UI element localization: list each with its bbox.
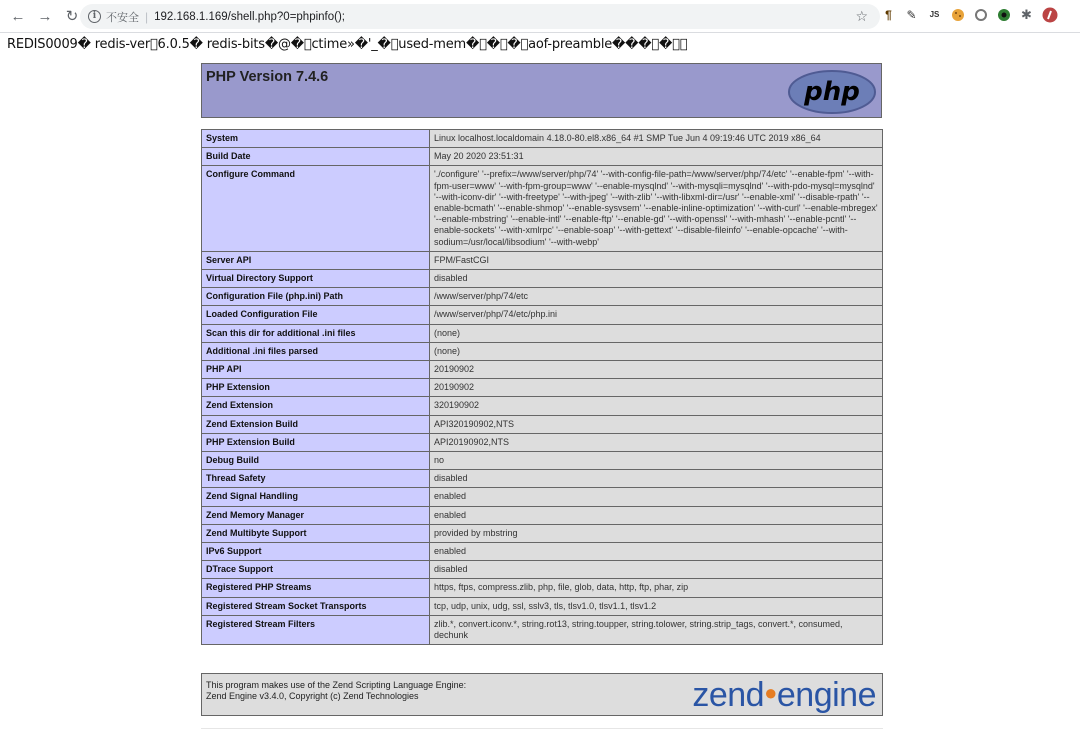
circle-icon[interactable]	[972, 6, 989, 23]
zend-logo-left: zend	[692, 676, 765, 714]
row-key: PHP Extension	[202, 379, 430, 397]
insecure-label: 不安全	[106, 11, 139, 24]
row-value: disabled	[430, 470, 883, 488]
row-value: zlib.*, convert.iconv.*, string.rot13, string.toupper, string.tolower, string.strip_tags, convert.*, consumed, dechunk	[430, 615, 883, 644]
table-row	[202, 166, 883, 251]
table-row	[202, 524, 883, 542]
info-icon[interactable]: i	[88, 10, 101, 23]
separator: |	[145, 9, 149, 24]
row-key: Registered Stream Socket Transports	[202, 597, 430, 615]
row-key: Additional .ini files parsed	[202, 342, 430, 360]
row-value: enabled	[430, 488, 883, 506]
row-value: https, ftps, compress.zlib, php, file, glob, data, http, ftp, phar, zip	[430, 579, 883, 597]
row-key: Loaded Configuration File	[202, 306, 430, 324]
table-row	[202, 251, 883, 269]
url-text[interactable]: 192.168.1.169/shell.php?0=phpinfo();	[154, 10, 345, 23]
table-row	[202, 433, 883, 451]
avatar-icon[interactable]	[1041, 6, 1058, 23]
table-row	[202, 306, 883, 324]
table-row	[202, 397, 883, 415]
row-value: /www/server/php/74/etc/php.ini	[430, 306, 883, 324]
table-row	[202, 130, 883, 148]
row-value: 320190902	[430, 397, 883, 415]
table-row	[202, 579, 883, 597]
row-key: Configuration File (php.ini) Path	[202, 288, 430, 306]
row-value: 20190902	[430, 361, 883, 379]
zend-line-1: This program makes use of the Zend Scripting Language Engine:	[206, 680, 467, 690]
row-key: Server API	[202, 251, 430, 269]
table-row	[202, 361, 883, 379]
row-value: enabled	[430, 543, 883, 561]
zend-text	[206, 680, 466, 702]
row-key: Zend Signal Handling	[202, 488, 430, 506]
row-key: Zend Extension	[202, 397, 430, 415]
table-row	[202, 506, 883, 524]
row-key: Build Date	[202, 148, 430, 166]
row-value: enabled	[430, 506, 883, 524]
zend-engine-box	[201, 673, 883, 716]
row-value: May 20 2020 23:51:31	[430, 148, 883, 166]
table-row	[202, 379, 883, 397]
redis-dump-text: REDIS0009� redis-ver􏰀6.0.5� redis-bits�@�􏰀ctime»�'_�􏰀used-mem�􏰀�􏰀�􏰀aof-preamble���􏰀�􏰀􏰀	[7, 37, 688, 52]
reload-button[interactable]: ↻	[65, 8, 79, 25]
cookie-icon[interactable]	[949, 6, 966, 23]
address-bar[interactable]	[80, 4, 880, 29]
table-row	[202, 488, 883, 506]
php-logo	[787, 69, 877, 115]
zend-logo-dot: ●	[764, 680, 777, 705]
extension-bar	[880, 6, 1064, 23]
table-row	[202, 288, 883, 306]
zend-engine-logo	[692, 676, 876, 715]
row-key: PHP Extension Build	[202, 433, 430, 451]
puzzle-icon[interactable]: ✱	[1021, 6, 1032, 22]
table-row	[202, 561, 883, 579]
row-key: System	[202, 130, 430, 148]
page-title: PHP Version 7.4.6	[206, 69, 329, 85]
row-key: Registered Stream Filters	[202, 615, 430, 644]
green-dot-icon[interactable]	[995, 6, 1012, 23]
row-key: DTrace Support	[202, 561, 430, 579]
phpinfo-table	[201, 129, 883, 645]
row-value: (none)	[430, 342, 883, 360]
divider	[201, 728, 883, 729]
row-value: './configure' '--prefix=/www/server/php/74' '--with-config-file-path=/www/server/php/74/etc' '--enable-fpm' '--with-fpm-user=www' '--with-fpm-group=www' '--enable-mysqlnd' '--with-mysqli=mysqlnd' '--with-pdo-mysql=mysqlnd' '--with-iconv-dir' '--with-freetype' '--with-jpeg' '--with-zlib' '--with-libxml-dir=/usr' '--enable-xml' '--disable-rpath' '--enable-bcmath' '--enable-shmop' '--enable-sysvsem' '--enable-inline-optimization' '--with-curl' '--enable-mbregex' '--enable-mbstring' '--enable-intl' '--enable-ftp' '--enable-gd' '--with-openssl' '--with-mhash' '--enable-pcntl' '--enable-sockets' '--with-xmlrpc' '--enable-soap' '--with-gettext' '--disable-fileinfo' '--enable-opcache' '--with-sodium=/usr/local/libsodium' '--with-webp'	[430, 166, 883, 251]
table-row	[202, 470, 883, 488]
row-key: Virtual Directory Support	[202, 270, 430, 288]
browser-toolbar	[0, 0, 1080, 33]
row-value: /www/server/php/74/etc	[430, 288, 883, 306]
row-value: no	[430, 452, 883, 470]
row-key: Scan this dir for additional .ini files	[202, 324, 430, 342]
paragraph-icon[interactable]: ¶	[885, 7, 892, 22]
php-logo-text: php	[804, 77, 860, 107]
back-button[interactable]: ←	[10, 7, 26, 25]
forward-button[interactable]: →	[37, 7, 53, 25]
bookmark-star-icon[interactable]: ☆	[855, 8, 868, 24]
table-row	[202, 415, 883, 433]
table-row	[202, 452, 883, 470]
js-icon[interactable]: JS	[929, 10, 940, 19]
row-key: Debug Build	[202, 452, 430, 470]
table-row	[202, 342, 883, 360]
table-row	[202, 324, 883, 342]
row-value: tcp, udp, unix, udg, ssl, sslv3, tls, tlsv1.0, tlsv1.1, tlsv1.2	[430, 597, 883, 615]
row-key: Zend Memory Manager	[202, 506, 430, 524]
table-row	[202, 597, 883, 615]
row-key: Registered PHP Streams	[202, 579, 430, 597]
row-value: API320190902,NTS	[430, 415, 883, 433]
table-row	[202, 148, 883, 166]
row-value: FPM/FastCGI	[430, 251, 883, 269]
row-key: Thread Safety	[202, 470, 430, 488]
table-row	[202, 615, 883, 644]
row-key: PHP API	[202, 361, 430, 379]
table-row	[202, 270, 883, 288]
row-key: IPv6 Support	[202, 543, 430, 561]
zend-logo-right: engine	[776, 676, 876, 714]
row-value: Linux localhost.localdomain 4.18.0-80.el8.x86_64 #1 SMP Tue Jun 4 09:19:46 UTC 2019 x86_64	[430, 130, 883, 148]
row-value: provided by mbstring	[430, 524, 883, 542]
row-value: API20190902,NTS	[430, 433, 883, 451]
row-key: Configure Command	[202, 166, 430, 251]
zend-line-2: Zend Engine v3.4.0, Copyright (c) Zend Technologies	[206, 691, 419, 701]
php-header	[201, 63, 882, 118]
row-key: Zend Extension Build	[202, 415, 430, 433]
row-value: (none)	[430, 324, 883, 342]
row-key: Zend Multibyte Support	[202, 524, 430, 542]
row-value: disabled	[430, 561, 883, 579]
row-value: 20190902	[430, 379, 883, 397]
table-row	[202, 543, 883, 561]
pen-icon[interactable]: ✎	[906, 7, 917, 22]
row-value: disabled	[430, 270, 883, 288]
